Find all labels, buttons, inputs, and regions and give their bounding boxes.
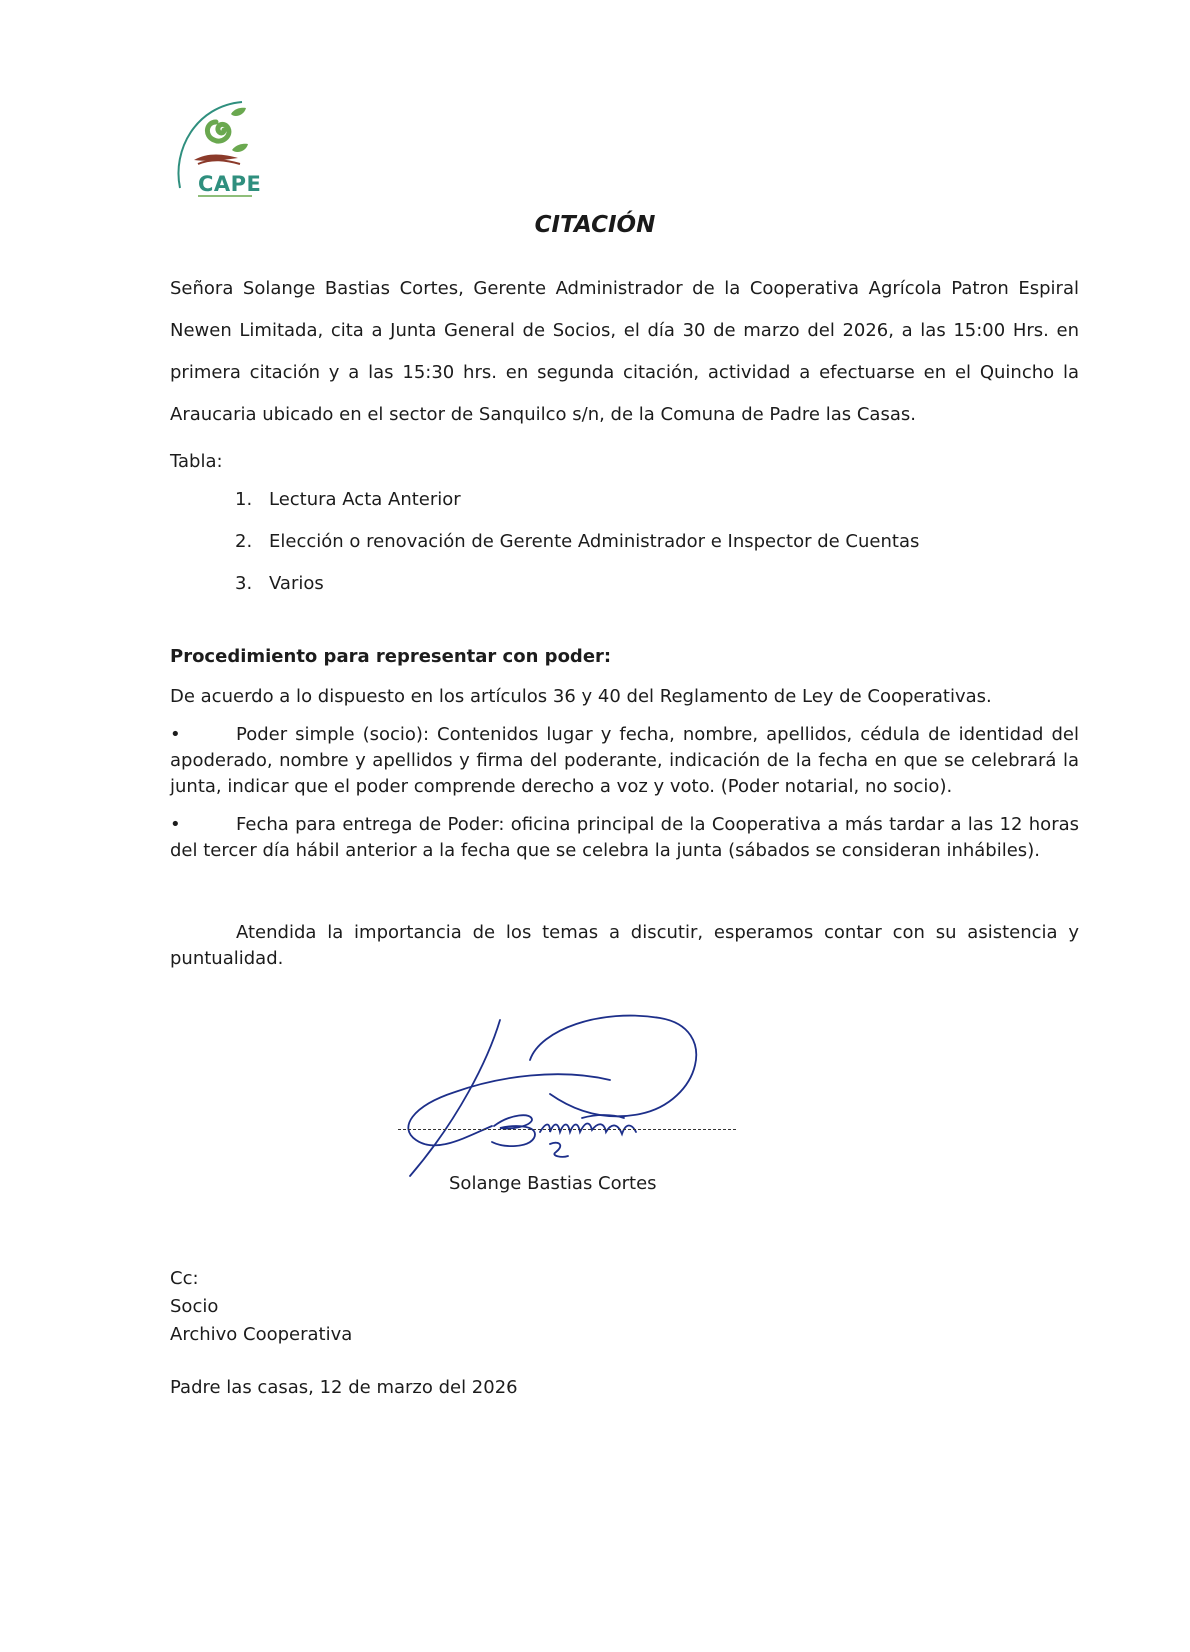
bullet-text: Fecha para entrega de Poder: oficina principal de la Cooperativa a más tardar a las 12 horas del tercer día hábil anterior a la fecha que se celebra la junta (sábados se consideran inhábiles). xyxy=(170,814,1079,861)
signature-line xyxy=(398,1129,736,1130)
cc-recipient: Socio xyxy=(170,1296,219,1317)
place-and-date: Padre las casas, 12 de marzo del 2026 xyxy=(170,1377,518,1398)
bullet-icon: • xyxy=(170,814,181,835)
intro-paragraph: Señora Solange Bastias Cortes, Gerente Administrador de la Cooperativa Agrícola Patron Espiral Newen Limitada, cita a Junta General de Socios, el día 30 de marzo del 2026, a las 15:00 Hrs. en primera citación y a las 15:30 hrs. en segunda citación, actividad a efectuarse en el Quincho la Araucaria ubicado en el sector de Sanquilco s/n, de la Comuna de Padre las Casas. xyxy=(170,278,1079,425)
agenda-item-text: Elección o renovación de Gerente Administrador e Inspector de Cuentas xyxy=(269,531,920,552)
agenda-item-number: 1. xyxy=(235,489,253,510)
procedure-bullet xyxy=(170,722,1079,800)
agenda-list xyxy=(235,488,995,614)
list-item xyxy=(235,572,995,614)
signatory-name: Solange Bastias Cortes xyxy=(449,1173,657,1194)
cc-recipient: Archivo Cooperativa xyxy=(170,1324,353,1345)
agenda-label: Tabla: xyxy=(170,451,223,472)
procedure-intro: De acuerdo a lo dispuesto en los artículos 36 y 40 del Reglamento de Ley de Cooperativas. xyxy=(170,686,992,707)
cc-label: Cc: xyxy=(170,1268,199,1289)
closing-paragraph: Atendida la importancia de los temas a discutir, esperamos contar con su asistencia y puntualidad. xyxy=(170,922,1079,969)
agenda-item-number: 2. xyxy=(235,531,253,552)
procedure-bullet xyxy=(170,812,1079,864)
list-item xyxy=(235,530,995,572)
agenda-item-text: Lectura Acta Anterior xyxy=(269,489,461,510)
procedure-heading: Procedimiento para representar con poder: xyxy=(170,646,612,667)
cc-block xyxy=(170,1265,1079,1349)
document-title: CITACIÓN xyxy=(534,212,656,238)
agenda-item-text: Varios xyxy=(269,573,324,594)
cape-logo xyxy=(176,100,268,202)
bullet-icon: • xyxy=(170,724,181,745)
list-item xyxy=(235,488,995,530)
logo-text: CAPE xyxy=(198,172,262,196)
handwritten-signature-icon xyxy=(400,1010,730,1190)
agenda-item-number: 3. xyxy=(235,573,253,594)
bullet-text: Poder simple (socio): Contenidos lugar y fecha, nombre, apellidos, cédula de identidad del apoderado, nombre y apellidos y firma del poderante, indicación de la fecha en que se celebrará la junta, indicar que el poder comprende derecho a voz y voto. (Poder notarial, no socio). xyxy=(170,724,1079,797)
